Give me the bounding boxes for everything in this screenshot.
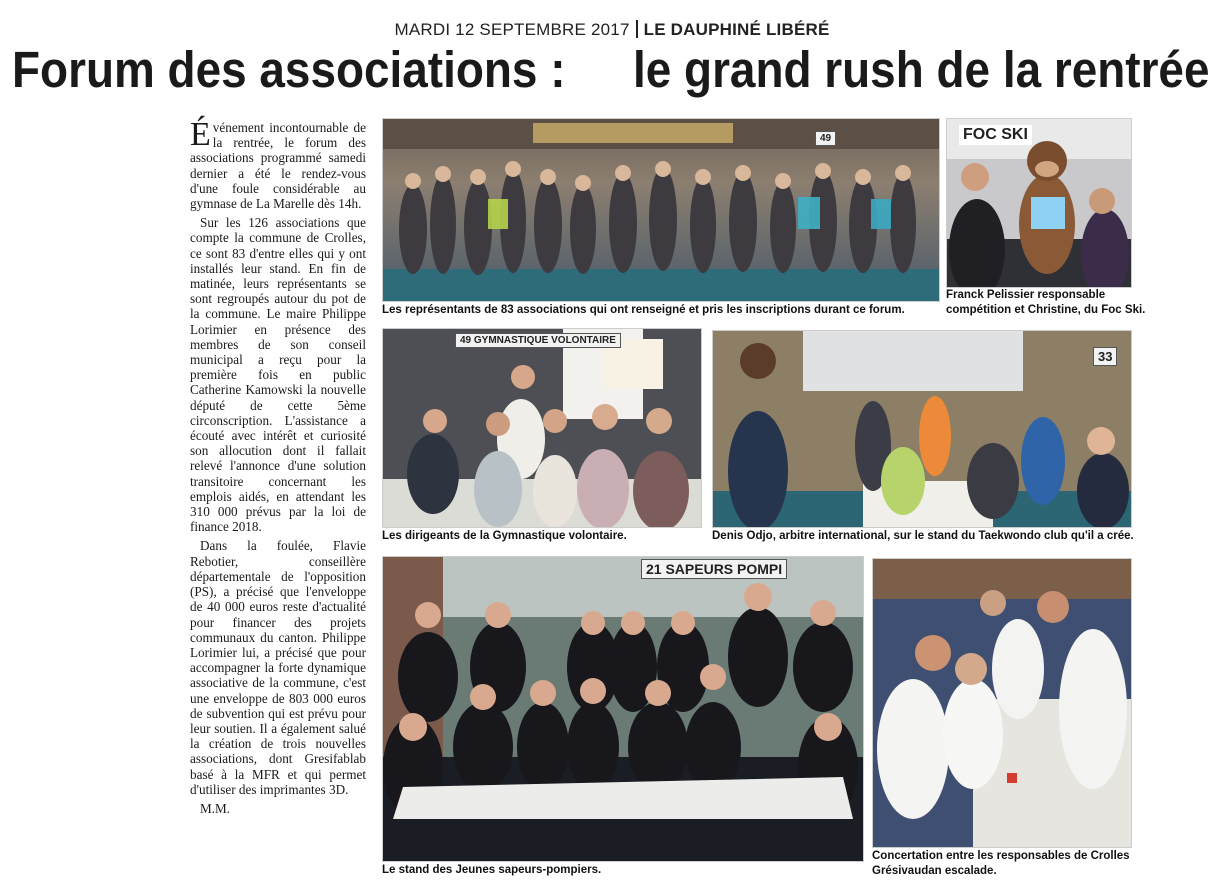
stand-number-sign: 49 bbox=[815, 131, 836, 146]
foc-ski-sign: FOC SKI bbox=[959, 125, 1032, 145]
photo-focski bbox=[946, 118, 1132, 288]
article-paragraph-2: Sur les 126 associations que compte la commune de Crolles, ce sont 83 d'entre elles qui y ont installés leur stand. En fin de matinée, leurs représentants se sont regroupés autour du pot de la commune. Le maire Philippe Lorimier en présence des membres de son conseil municipal a reçu pour la première fois en public Catherine Kamowski la nouvelle député de cette 5ème circonscription. L'assistance a écouté avec intérêt et curiosité son allocution dont il fallait relevé l'annonce d'une solution transitoire concernant les emplois aidés, en attendant les 310 000 prévus par la loi de finance 2018. bbox=[190, 215, 366, 535]
caption-taekwondo: Denis Odjo, arbitre international, sur le stand du Taekwondo club qu'il a crée. bbox=[712, 530, 1134, 542]
newspaper-name: LE DAUPHINÉ LIBÉRÉ bbox=[643, 20, 830, 39]
caption-focski: Franck Pelissier responsable compétition et Christine, du Foc Ski. bbox=[946, 289, 1146, 316]
gym-stand-sign: 49 GYMNASTIQUE VOLONTAIRE bbox=[455, 333, 621, 348]
drop-cap: É bbox=[190, 116, 211, 153]
photo-taekwondo-image bbox=[713, 331, 1131, 527]
article-signature: M.M. bbox=[200, 800, 231, 816]
publication-date: MARDI 12 SEPTEMBRE 2017 bbox=[394, 20, 630, 39]
headline-part-2: le grand rush de la rentrée bbox=[633, 41, 1210, 98]
caption-gym: Les dirigeants de la Gymnastique volontaire. bbox=[382, 530, 627, 542]
article-body bbox=[190, 116, 366, 820]
photo-taekwondo bbox=[712, 330, 1132, 528]
caption-escalade: Concertation entre les responsables de Crolles Grésivaudan escalade. bbox=[872, 850, 1130, 877]
caption-pompiers: Le stand des Jeunes sapeurs-pompiers. bbox=[382, 864, 602, 876]
photo-crowd bbox=[382, 118, 940, 302]
article-paragraph-3: Dans la foulée, Flavie Rebotier, conseillère départementale de l'opposition (PS), a précisé que l'enveloppe de 40 000 euros reste d'actualité pour financer des projets communaux du canton. Philippe Lorimier lui, a précisé que pour accompagner la forte dynamique associative de la commune, c'est une enveloppe de 803 000 euros de subvention qui est prévu pour leur soutien. Il a également salué la création de trois nouvelles associations, dont Gresifablab basé à la MFR et qui permet d'utiliser des imprimantes 3D. bbox=[190, 538, 366, 797]
photo-pompiers-image bbox=[383, 557, 863, 861]
article-paragraph-1: Événement incontournable de la rentrée, le forum des associations programmé samedi dernier a été le rendez-vous d'une foule considérable au gymnase de La Marelle dès 14h. bbox=[190, 116, 366, 212]
taekwondo-stand-sign: 33 bbox=[1093, 347, 1117, 366]
photo-escalade-image bbox=[873, 559, 1131, 847]
photo-gym-image bbox=[383, 329, 701, 527]
photo-escalade bbox=[872, 558, 1132, 848]
dateline-divider bbox=[636, 20, 638, 38]
photo-gym bbox=[382, 328, 702, 528]
pompiers-stand-sign: 21 SAPEURS POMPI bbox=[641, 559, 787, 579]
dateline bbox=[0, 20, 1224, 40]
headline bbox=[12, 40, 1210, 100]
caption-crowd: Les représentants de 83 associations qui ont renseigné et pris les inscriptions durant ce forum. bbox=[382, 304, 905, 316]
photo-pompiers bbox=[382, 556, 864, 862]
headline-part-1: Forum des associations : bbox=[12, 41, 566, 98]
photo-crowd-image bbox=[383, 119, 939, 301]
